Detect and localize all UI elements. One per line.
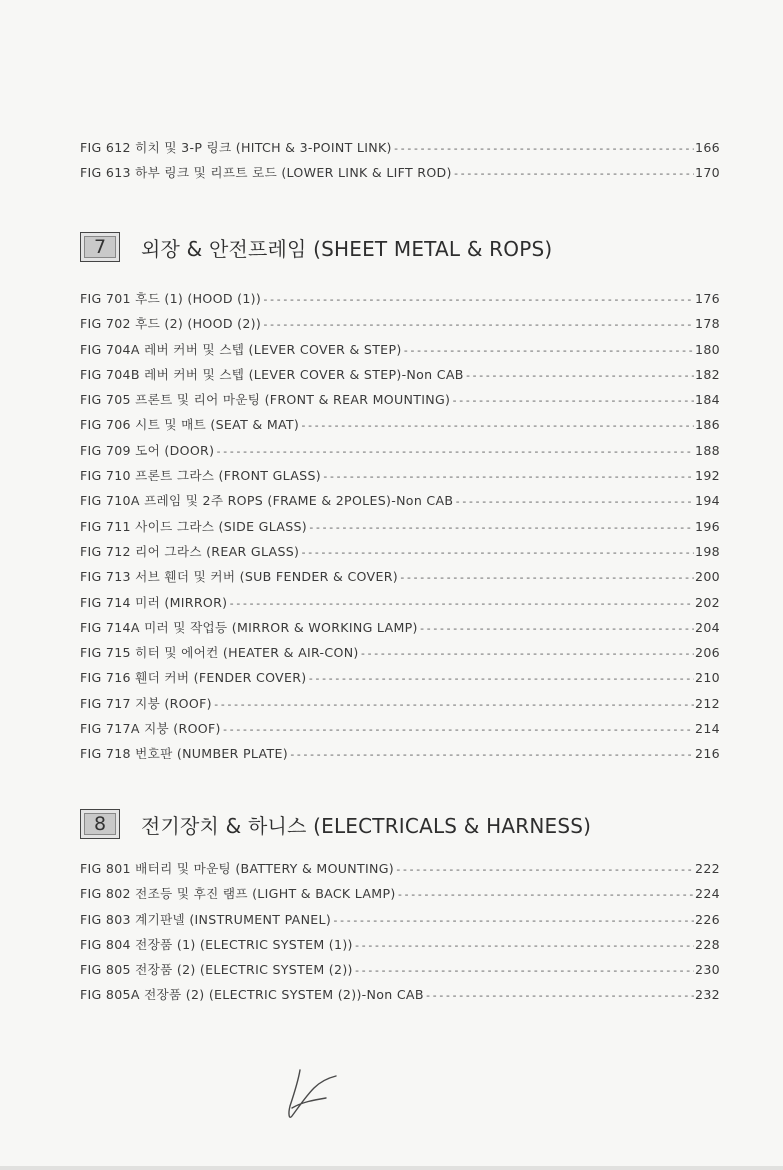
dot-leader	[228, 597, 694, 610]
dot-leader	[360, 647, 694, 660]
toc-entry-title: FIG 802 전조등 및 후진 램프 (LIGHT & BACK LAMP)	[80, 886, 396, 902]
dot-leader	[425, 989, 694, 1002]
toc-entry-page: 186	[695, 417, 720, 433]
toc-entry-page: 210	[695, 670, 720, 686]
toc-entry-page: 222	[695, 861, 720, 876]
toc-entry-title: FIG 804 전장품 (1) (ELECTRIC SYSTEM (1))	[80, 936, 353, 952]
dot-leader	[465, 369, 694, 382]
toc-entry-title: FIG 717A 지붕 (ROOF)	[80, 721, 221, 737]
section-number-box: 8	[80, 809, 120, 839]
toc-entry[interactable]	[80, 959, 720, 984]
toc-entry-page: 200	[695, 569, 720, 585]
toc-entry-page: 170	[695, 165, 720, 181]
toc-entry[interactable]	[80, 718, 720, 743]
toc-entry-page: 184	[695, 392, 720, 408]
toc-entry[interactable]	[80, 490, 720, 515]
toc-entry-title: FIG 712 리어 그라스 (REAR GLASS)	[80, 543, 300, 559]
toc-entry[interactable]	[80, 516, 720, 541]
toc-entry[interactable]	[80, 465, 720, 490]
dot-leader	[354, 939, 694, 952]
toc-entry-page: 178	[695, 316, 720, 332]
toc-entry[interactable]	[80, 909, 720, 934]
toc-entry-page: 206	[695, 645, 720, 661]
toc-entry-title: FIG 716 휀더 커버 (FENDER COVER)	[80, 670, 307, 686]
dot-leader	[354, 964, 694, 977]
toc-entry-title: FIG 713 서브 휀더 및 커버 (SUB FENDER & COVER)	[80, 569, 398, 585]
toc-entry-title: FIG 704A 레버 커버 및 스텝 (LEVER COVER & STEP)	[80, 341, 402, 357]
toc-entry-page: 180	[695, 341, 720, 357]
toc-entry-title: FIG 714 미러 (MIRROR)	[80, 594, 228, 610]
toc-entry-title: FIG 805 전장품 (2) (ELECTRIC SYSTEM (2))	[80, 962, 353, 978]
toc-entry[interactable]	[80, 617, 720, 642]
section-title: 외장 & 안전프레임 (SHEET METAL & ROPS)	[141, 236, 553, 261]
handwritten-signature-icon	[280, 1068, 350, 1128]
toc-entry-title: FIG 715 히터 및 에어컨 (HEATER & AIR-CON)	[80, 645, 359, 661]
toc-entry[interactable]	[80, 984, 720, 1009]
dot-leader	[451, 394, 694, 407]
dot-leader	[262, 318, 694, 331]
dot-leader	[454, 495, 694, 508]
toc-entry[interactable]	[80, 743, 720, 768]
toc-entry-title: FIG 706 시트 및 매트 (SEAT & MAT)	[80, 417, 300, 433]
toc-entry-title: FIG 710A 프레임 및 2주 ROPS (FRAME & 2POLES)-Non CAB	[80, 493, 454, 509]
toc-entry-title: FIG 612 히치 및 3-P 링크 (HITCH & 3-POINT LINK)	[80, 140, 392, 155]
toc-entry-page: 232	[695, 987, 720, 1003]
toc-entry-title: FIG 803 계기판넬 (INSTRUMENT PANEL)	[80, 911, 332, 927]
toc-entry[interactable]	[80, 592, 720, 617]
toc-entry-title: FIG 718 번호판 (NUMBER PLATE)	[80, 746, 288, 762]
toc-entry[interactable]	[80, 389, 720, 414]
toc-entry-page: 214	[695, 721, 720, 737]
dot-leader	[393, 142, 694, 155]
toc-entry-page: 228	[695, 936, 720, 952]
toc-entry-page: 226	[695, 911, 720, 927]
dot-leader	[308, 521, 694, 534]
toc-entry[interactable]	[80, 858, 720, 883]
section-number-box: 7	[80, 232, 120, 262]
toc-entry[interactable]	[80, 541, 720, 566]
toc-entry-title: FIG 805A 전장품 (2) (ELECTRIC SYSTEM (2))-Non CAB	[80, 987, 424, 1003]
toc-entry-page: 192	[695, 468, 720, 484]
toc-entry[interactable]	[80, 934, 720, 959]
dot-leader	[262, 293, 694, 306]
dot-leader	[322, 470, 694, 483]
dot-leader	[300, 419, 694, 432]
toc-entry-page: 204	[695, 619, 720, 635]
dot-leader	[419, 622, 694, 635]
dot-leader	[332, 914, 694, 927]
dot-leader	[395, 863, 694, 876]
toc-entry-page: 224	[695, 886, 720, 902]
toc-entry[interactable]	[80, 162, 720, 187]
toc-entry-title: FIG 801 배터리 및 마운팅 (BATTERY & MOUNTING)	[80, 861, 395, 876]
dot-leader	[453, 167, 694, 180]
toc-entry-title: FIG 714A 미러 및 작업등 (MIRROR & WORKING LAMP)	[80, 619, 418, 635]
toc-entry-title: FIG 709 도어 (DOOR)	[80, 442, 215, 458]
toc-group-continued	[80, 137, 720, 188]
toc-section-7-list	[80, 288, 720, 769]
toc-entry[interactable]	[80, 414, 720, 439]
dot-leader	[222, 723, 694, 736]
toc-entry-title: FIG 705 프론트 및 리어 마운팅 (FRONT & REAR MOUNTING)	[80, 392, 451, 408]
toc-entry-page: 188	[695, 442, 720, 458]
scan-edge	[0, 1166, 783, 1170]
dot-leader	[300, 546, 694, 559]
toc-entry-page: 212	[695, 695, 720, 711]
toc-entry[interactable]	[80, 137, 720, 162]
toc-entry[interactable]	[80, 288, 720, 313]
toc-entry[interactable]	[80, 693, 720, 718]
toc-entry-page: 202	[695, 594, 720, 610]
dot-leader	[289, 748, 694, 761]
toc-entry-title: FIG 717 지붕 (ROOF)	[80, 695, 212, 711]
dot-leader	[397, 888, 694, 901]
toc-entry-page: 194	[695, 493, 720, 509]
toc-entry-title: FIG 710 프론트 그라스 (FRONT GLASS)	[80, 468, 321, 484]
toc-entry-title: FIG 613 하부 링크 및 리프트 로드 (LOWER LINK & LIFT ROD)	[80, 165, 452, 181]
dot-leader	[399, 571, 694, 584]
toc-entry-page: 176	[695, 291, 720, 306]
toc-entry-title: FIG 702 후드 (2) (HOOD (2))	[80, 316, 262, 332]
dot-leader	[213, 698, 694, 711]
toc-entry[interactable]	[80, 364, 720, 389]
toc-entry-page: 198	[695, 543, 720, 559]
dot-leader	[403, 344, 695, 357]
section-heading-7	[80, 232, 552, 262]
toc-entry-page: 230	[695, 962, 720, 978]
toc-entry[interactable]	[80, 642, 720, 667]
dot-leader	[215, 445, 694, 458]
section-title: 전기장치 & 하니스 (ELECTRICALS & HARNESS)	[141, 813, 592, 838]
dot-leader	[308, 672, 695, 685]
toc-entry[interactable]	[80, 440, 720, 465]
toc-entry-page: 196	[695, 518, 720, 534]
toc-entry-page: 182	[695, 366, 720, 382]
toc-entry[interactable]	[80, 313, 720, 338]
toc-entry-title: FIG 711 사이드 그라스 (SIDE GLASS)	[80, 518, 308, 534]
toc-entry[interactable]	[80, 566, 720, 591]
toc-entry-page: 216	[695, 746, 720, 762]
toc-section-8-list	[80, 858, 720, 1010]
toc-entry[interactable]	[80, 883, 720, 908]
toc-entry-title: FIG 704B 레버 커버 및 스텝 (LEVER COVER & STEP)-Non CAB	[80, 366, 464, 382]
section-heading-8	[80, 809, 591, 839]
toc-entry-page: 166	[695, 140, 720, 155]
toc-entry[interactable]	[80, 339, 720, 364]
toc-entry[interactable]	[80, 667, 720, 692]
toc-entry-title: FIG 701 후드 (1) (HOOD (1))	[80, 291, 262, 306]
